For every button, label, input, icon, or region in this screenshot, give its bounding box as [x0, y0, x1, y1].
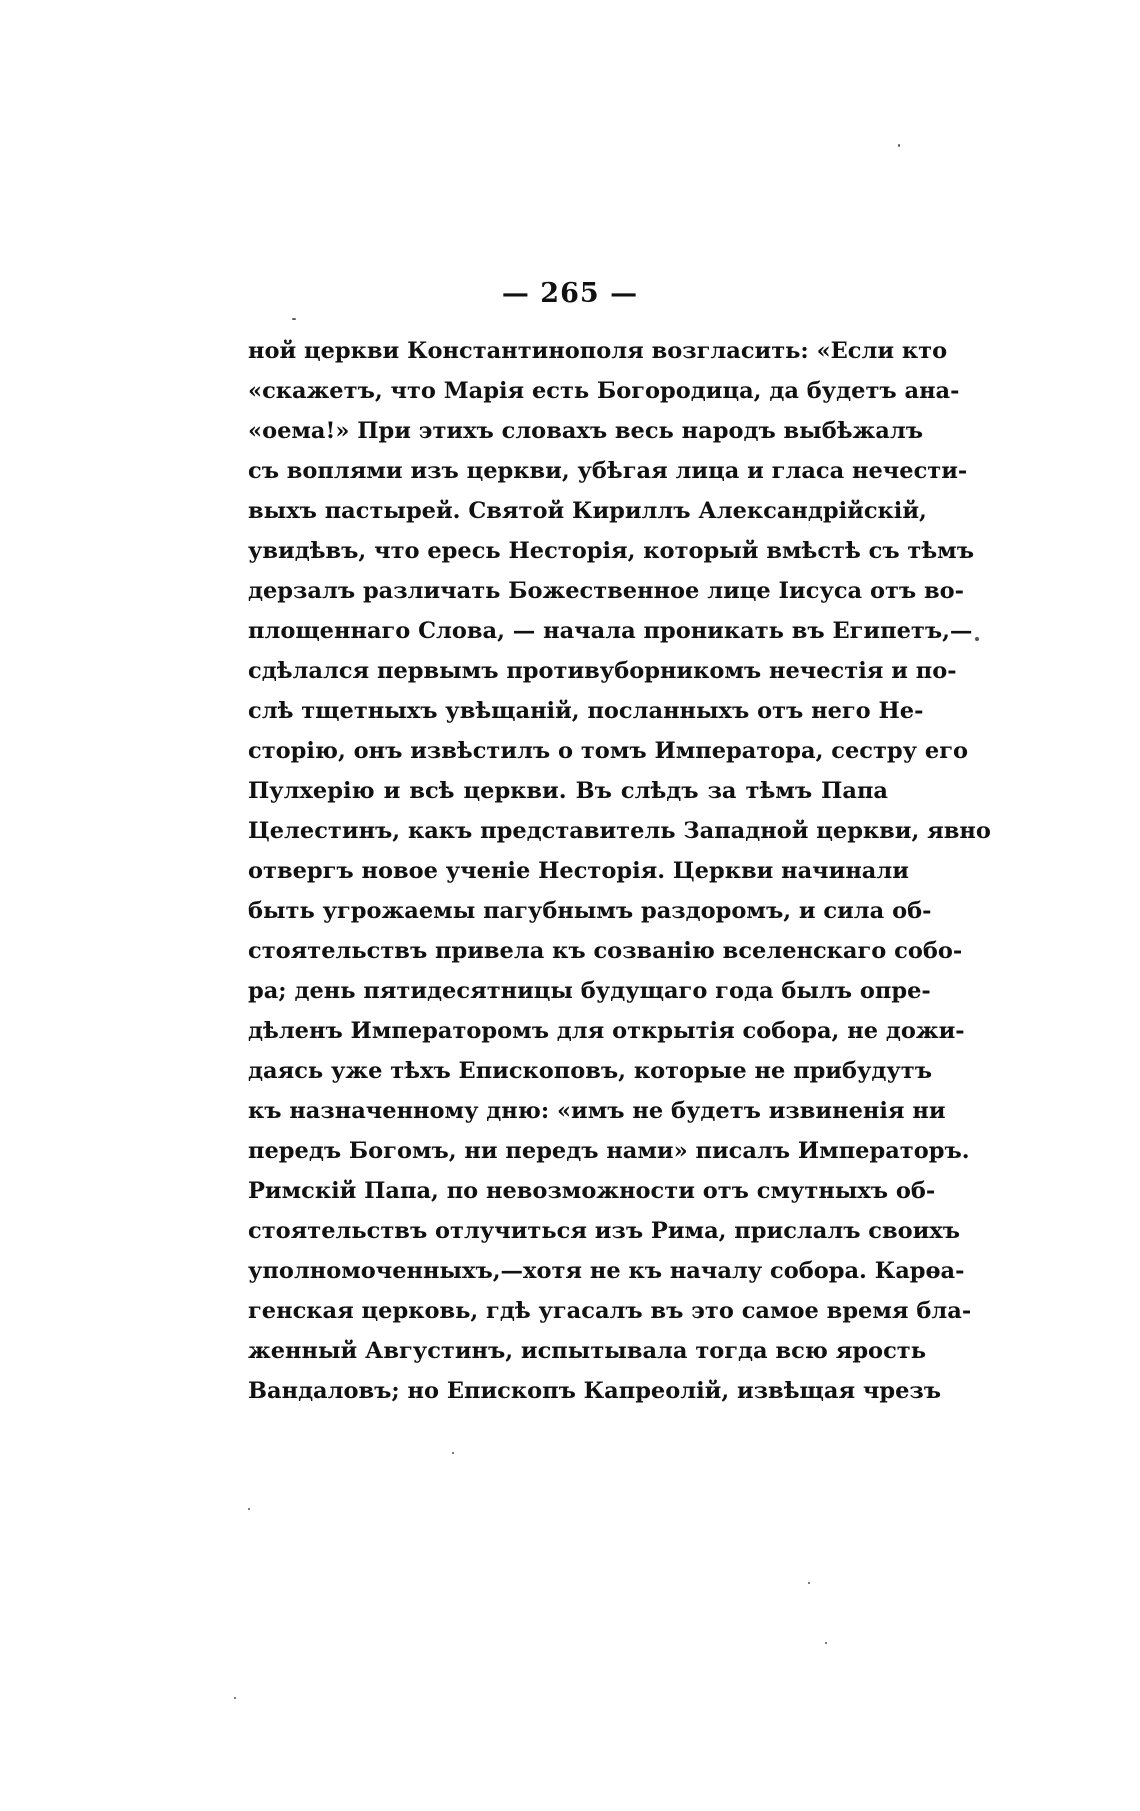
text-line: даясь уже тѣхъ Епископовъ, которые не прибудутъ — [248, 1058, 932, 1084]
text-line: слѣ тщетныхъ увѣщаній, посланныхъ отъ него Не- — [248, 698, 924, 724]
text-line: быть угрожаемы пагубнымъ раздоромъ, и сила об- — [248, 898, 932, 924]
scan-speck — [975, 637, 979, 641]
text-line: передъ Богомъ, ни передъ нами» писалъ Императоръ. — [248, 1138, 970, 1164]
text-line: «оема!» При этихъ словахъ весь народъ выбѣжалъ — [248, 418, 923, 444]
text-line: Вандаловъ; но Епископъ Капреолій, извѣщая чрезъ — [248, 1378, 942, 1404]
text-line: уполномоченныхъ,—хотя не къ началу собора. Карөа- — [248, 1258, 965, 1284]
text-line: площеннаго Слова, — начала проникать въ Египетъ,— — [248, 618, 973, 644]
text-line: женный Августинъ, испытывала тогда всю ярость — [248, 1338, 926, 1364]
text-line: генская церковь, гдѣ угасалъ въ это самое время бла- — [248, 1298, 972, 1324]
text-line: увидѣвъ, что ересь Несторія, который вмѣстѣ съ тѣмъ — [248, 538, 974, 564]
scan-speck — [452, 1452, 454, 1454]
text-line: отвергъ новое ученіе Несторія. Церкви начинали — [248, 858, 909, 884]
body-text — [248, 331, 991, 1411]
text-line: сторію, онъ извѣстилъ о томъ Императора, сестру его — [248, 738, 969, 764]
scan-speck — [248, 1508, 250, 1510]
text-line: выхъ пастырей. Святой Кириллъ Александрійскій, — [248, 498, 927, 524]
text-line: стоятельствъ привела къ созванію вселенскаго собо- — [248, 938, 963, 964]
text-line: Пулхерію и всѣ церкви. Въ слѣдъ за тѣмъ Папа — [248, 778, 888, 804]
scan-speck — [292, 318, 296, 320]
scan-speck — [234, 1697, 236, 1699]
text-line: Римскій Папа, по невозможности отъ смутныхъ об- — [248, 1178, 936, 1204]
page-number: — 265 — — [501, 278, 639, 309]
scan-speck — [808, 1582, 810, 1584]
text-line: Целестинъ, какъ представитель Западной церкви, явно — [248, 818, 991, 844]
scan-speck — [825, 1642, 827, 1644]
text-line: «скажетъ, что Марія есть Богородица, да будетъ ана- — [248, 378, 960, 404]
text-line: дѣленъ Императоромъ для открытія собора, не дожи- — [248, 1018, 965, 1044]
text-line: сдѣлался первымъ противуборникомъ нечестія и по- — [248, 658, 957, 684]
scan-speck — [898, 144, 900, 147]
text-line: ра; день пятидесятницы будущаго года былъ опре- — [248, 978, 931, 1004]
text-line: стоятельствъ отлучиться изъ Рима, прислалъ своихъ — [248, 1218, 961, 1244]
text-line: ной церкви Константинополя возгласить: «Если кто — [248, 338, 948, 364]
text-line: къ назначенному дню: «имъ не будетъ извиненія ни — [248, 1098, 946, 1124]
text-line: дерзалъ различать Божественное лице Іисуса отъ во- — [248, 578, 964, 604]
text-line: съ воплями изъ церкви, убѣгая лица и гласа нечести- — [248, 458, 968, 484]
